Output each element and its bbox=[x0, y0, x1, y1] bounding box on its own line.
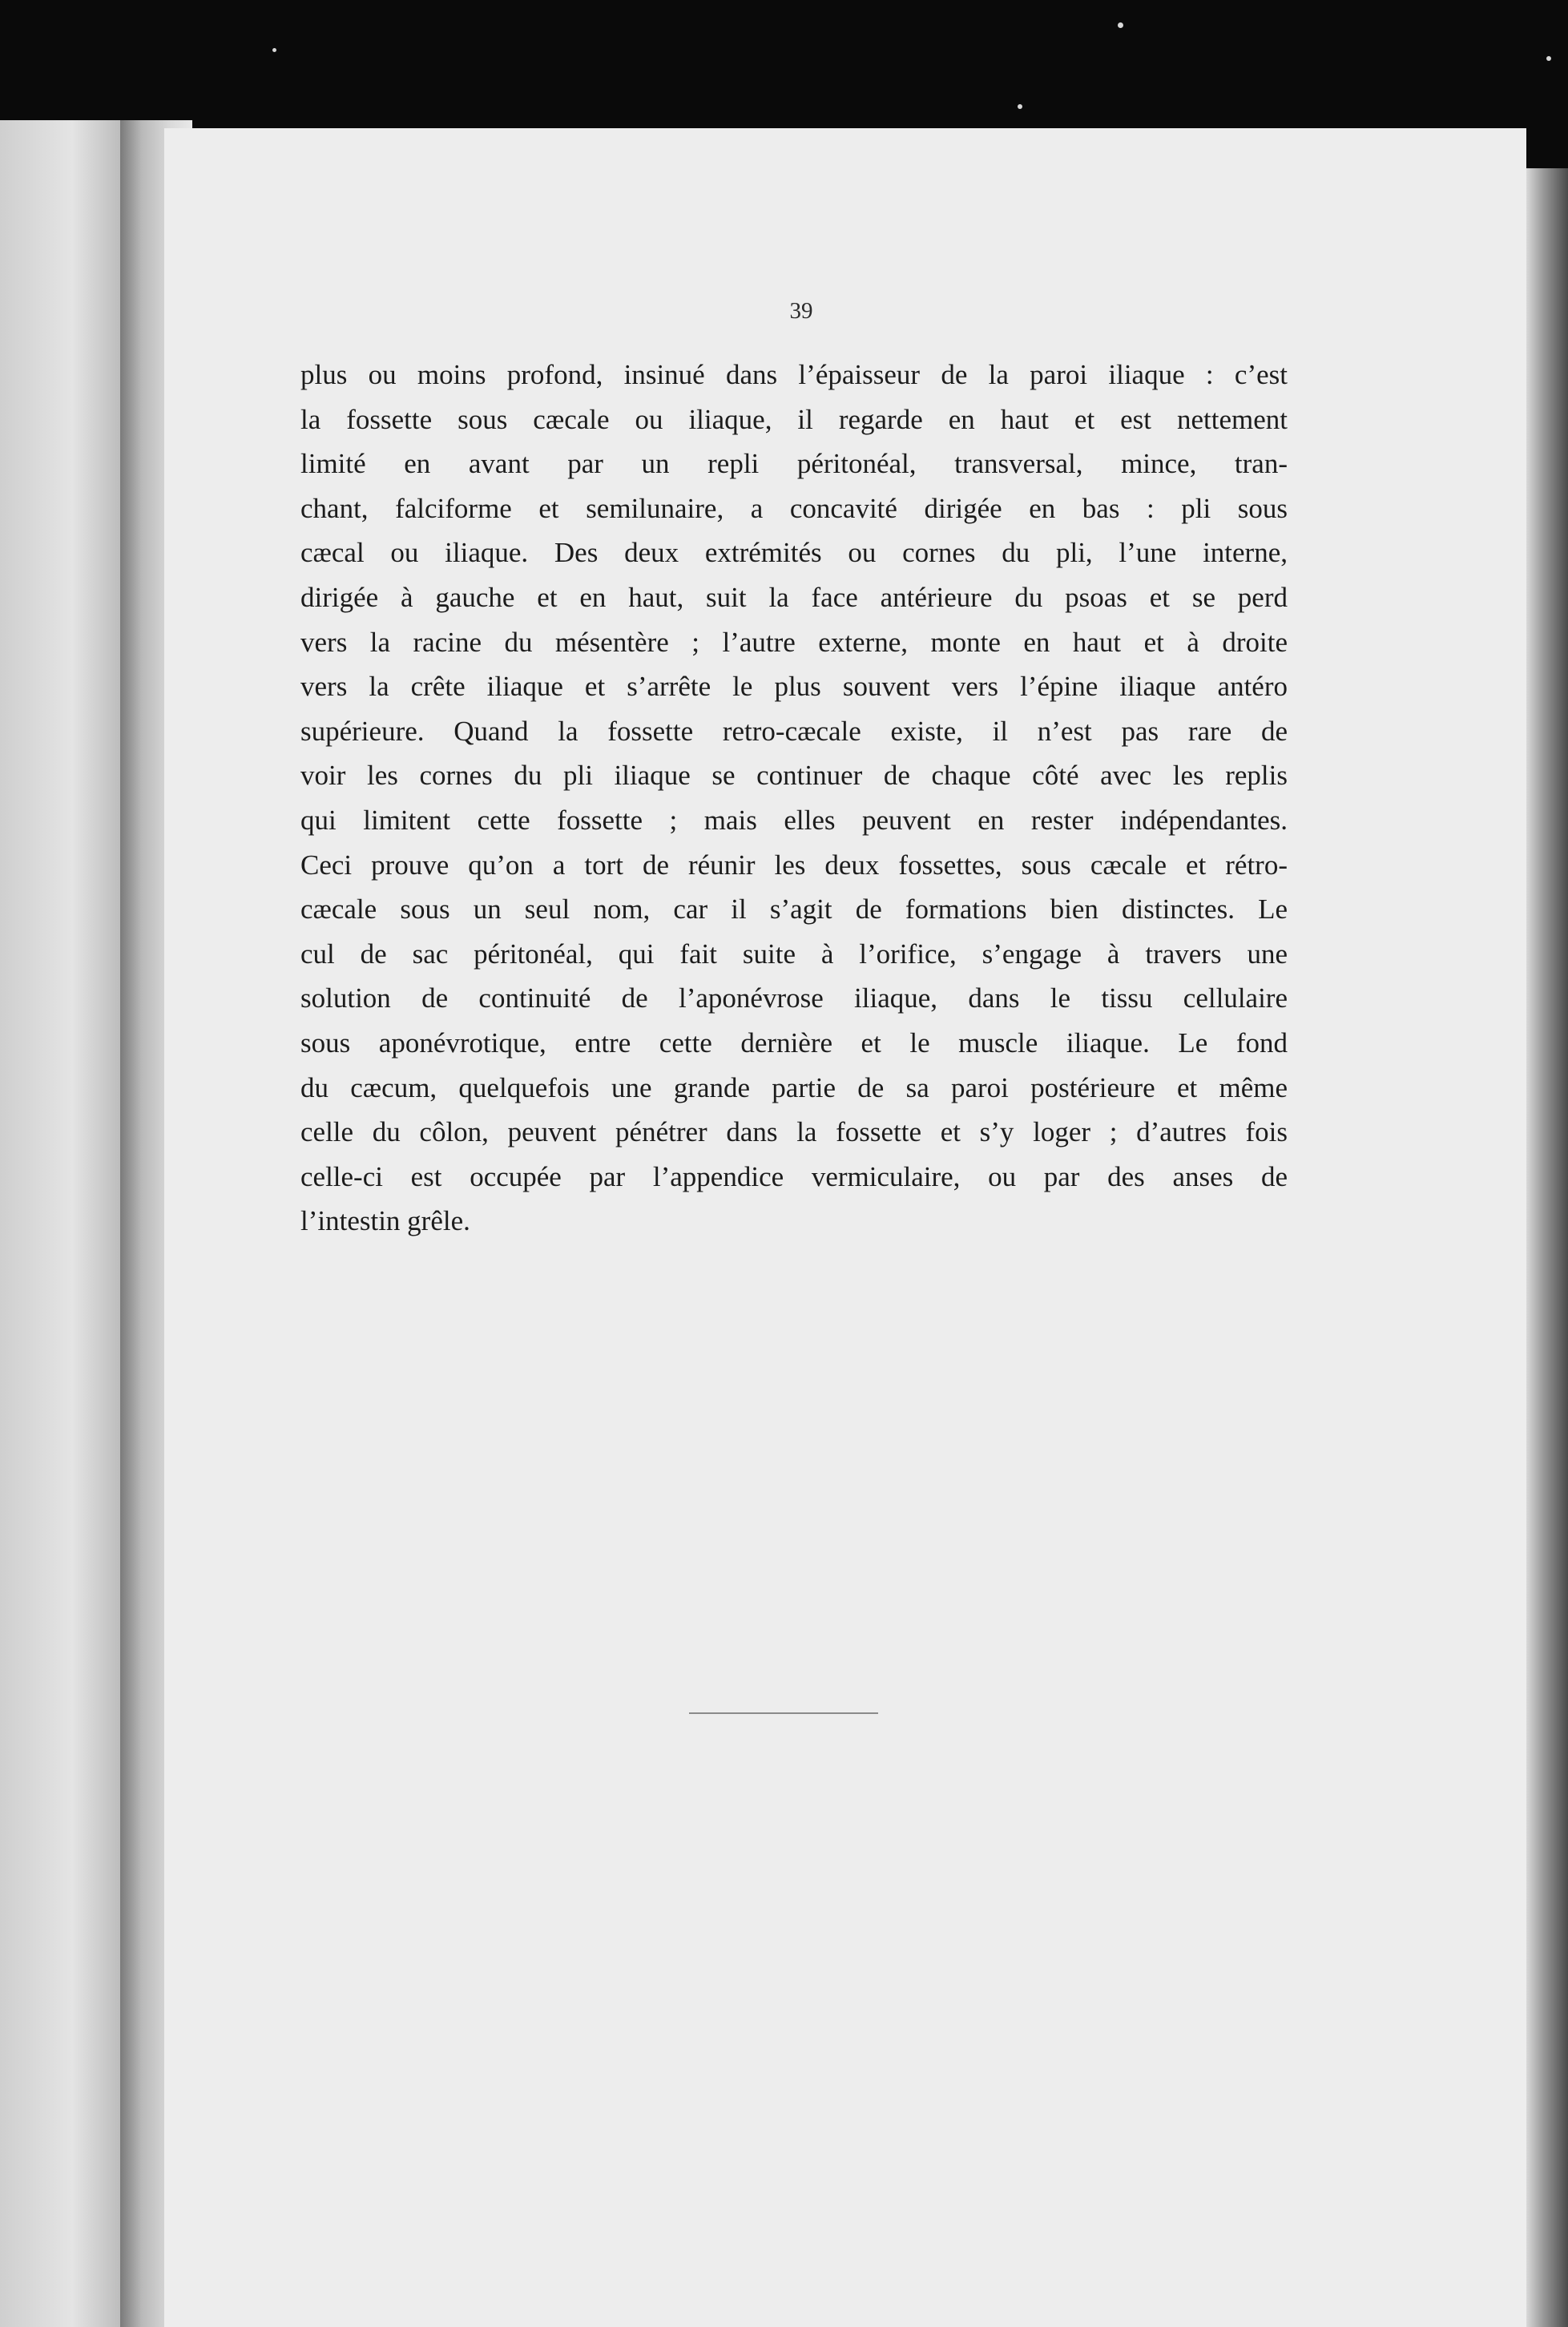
text-line: supérieure. Quand la fossette retro-cæcale existe, il n’est pas rare de bbox=[300, 715, 1288, 747]
section-separator-rule bbox=[689, 1712, 878, 1714]
text-line: l’intestin grêle. bbox=[300, 1205, 470, 1237]
text-line: dirigée à gauche et en haut, suit la face antérieure du psoas et se perd bbox=[300, 581, 1288, 613]
text-line: cæcal ou iliaque. Des deux extrémités ou cornes du pli, l’une interne, bbox=[300, 537, 1288, 569]
text-line: vers la crête iliaque et s’arrête le plus souvent vers l’épine iliaque antéro bbox=[300, 671, 1288, 703]
text-line: la fossette sous cæcale ou iliaque, il regarde en haut et est nettement bbox=[300, 403, 1288, 435]
text-line: du cæcum, quelquefois une grande partie de sa paroi postérieure et même bbox=[300, 1071, 1288, 1103]
dust-speck bbox=[1118, 22, 1123, 28]
text-line: solution de continuité de l’aponévrose iliaque, dans le tissu cellulaire bbox=[300, 982, 1288, 1014]
text-line: celle-ci est occupée par l’appendice vermiculaire, ou par des anses de bbox=[300, 1160, 1288, 1192]
body-text bbox=[300, 353, 1288, 1244]
text-line: cul de sac péritonéal, qui fait suite à l’orifice, s’engage à travers une bbox=[300, 938, 1288, 970]
text-line: sous aponévrotique, entre cette dernière et le muscle iliaque. Le fond bbox=[300, 1026, 1288, 1059]
text-line: chant, falciforme et semilunaire, a concavité dirigée en bas : pli sous bbox=[300, 492, 1288, 524]
text-line: voir les cornes du pli iliaque se continuer de chaque côté avec les replis bbox=[300, 760, 1288, 792]
dust-speck bbox=[272, 48, 276, 52]
text-line: plus ou moins profond, insinué dans l’épaisseur de la paroi iliaque : c’est bbox=[300, 359, 1288, 390]
text-line: qui limitent cette fossette ; mais elles peuvent en rester indépendantes. bbox=[300, 804, 1288, 836]
text-line: cæcale sous un seul nom, car il s’agit de formations bien distinctes. Le bbox=[300, 893, 1288, 926]
text-line: Ceci prouve qu’on a tort de réunir les deux fossettes, sous cæcale et rétro- bbox=[300, 849, 1288, 881]
left-page-edge bbox=[0, 120, 120, 2327]
text-line: limité en avant par un repli péritonéal, transversal, mince, tran- bbox=[300, 448, 1288, 480]
dust-speck bbox=[1018, 104, 1022, 109]
right-page-edge bbox=[1526, 168, 1568, 2327]
text-line: celle du côlon, peuvent pénétrer dans la fossette et s’y loger ; d’autres fois bbox=[300, 1116, 1288, 1148]
text-line: vers la racine du mésentère ; l’autre externe, monte en haut et à droite bbox=[300, 626, 1288, 658]
page-number: 39 bbox=[789, 298, 813, 324]
dust-speck bbox=[1546, 56, 1551, 61]
